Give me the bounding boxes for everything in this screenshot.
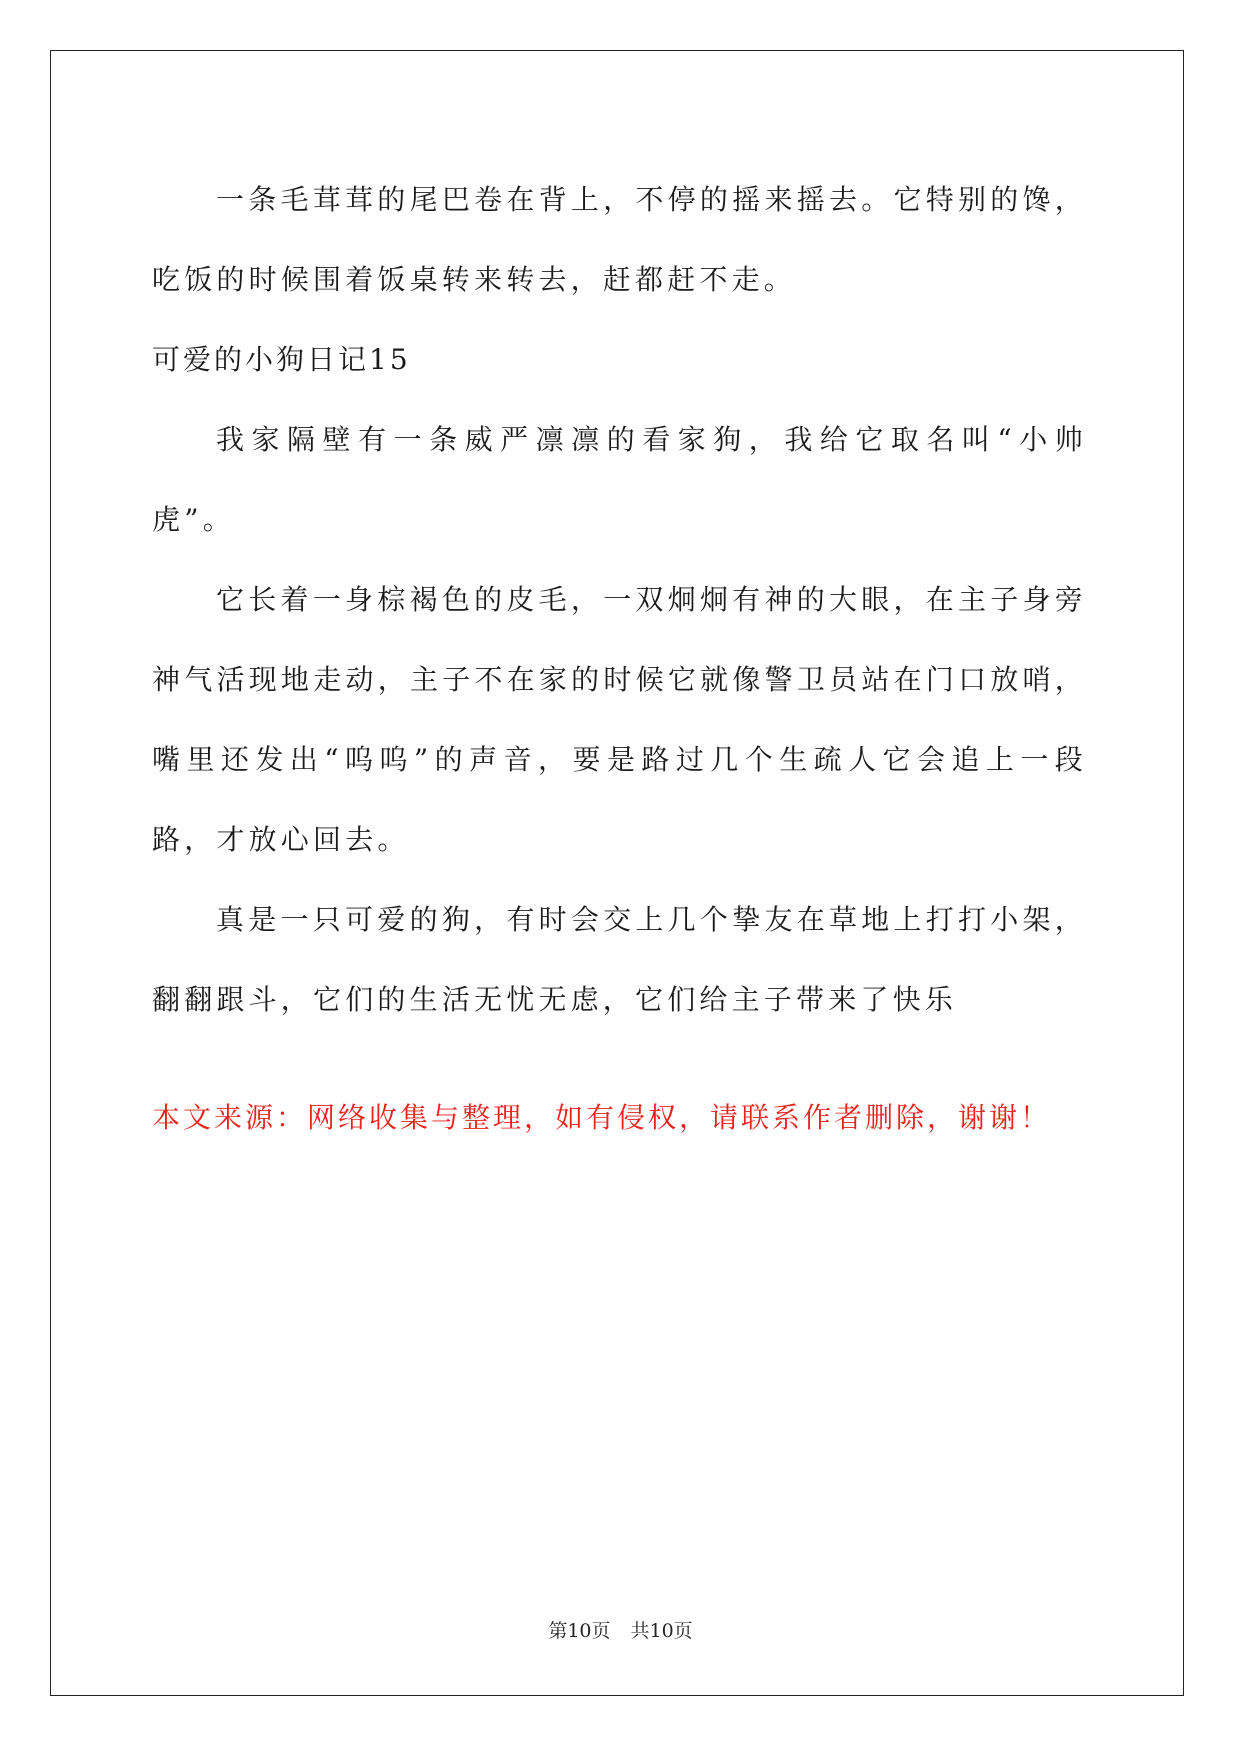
paragraph-intro: 我家隔壁有一条威严凛凛的看家狗，我给它取名叫“小帅虎”。: [152, 423, 1087, 536]
document-body: [152, 160, 1087, 1138]
page-number: 第10页: [548, 1620, 611, 1642]
paragraph-tail-description: 一条毛茸茸的尾巴卷在背上，不停的摇来摇去。它特别的馋，吃饭的时候围着饭桌转来转去，赶都赶不走。: [152, 183, 1087, 296]
page-total: 共10页: [630, 1620, 693, 1642]
paragraph-conclusion: 真是一只可爱的狗，有时会交上几个挚友在草地上打打小架，翻翻跟斗，它们的生活无忧无虑，它们给主子带来了快乐: [152, 903, 1087, 1016]
page-footer: [0, 1616, 1241, 1643]
source-note: 本文来源：网络收集与整理，如有侵权，请联系作者删除，谢谢！: [152, 1101, 1052, 1134]
paragraph-appearance: 它长着一身棕褐色的皮毛，一双炯炯有神的大眼，在主子身旁神气活现地走动，主子不在家的时候它就像警卫员站在门口放哨，嘴里还发出“呜呜”的声音，要是路过几个生疏人它会追上一段路，才放心回去。: [152, 583, 1087, 856]
section-heading: 可爱的小狗日记15: [152, 343, 411, 376]
